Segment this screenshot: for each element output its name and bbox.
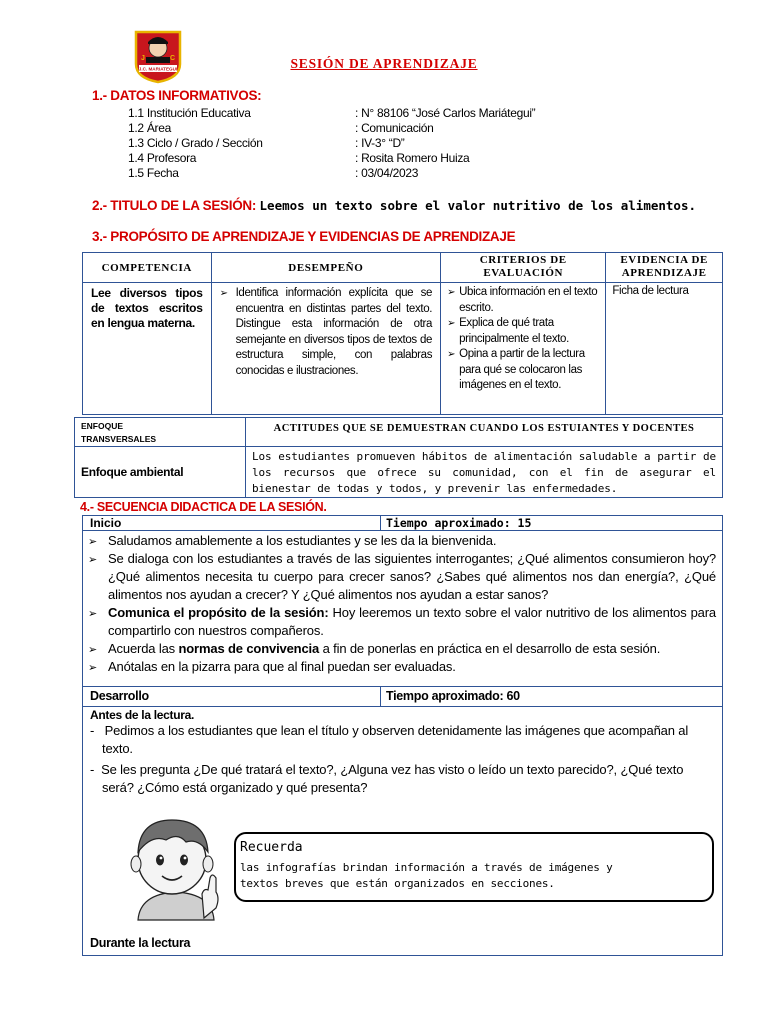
inicio-item	[88, 658, 716, 676]
criterios-header-line: EVALUACIÓN	[483, 267, 564, 279]
inicio-item	[88, 550, 716, 604]
titulo-heading: 2.- TITULO DE LA SESIÓN:	[92, 198, 257, 213]
recuerda-title: Recuerda	[240, 840, 303, 855]
info-value: : Rosita Romero Huiza	[355, 151, 470, 165]
dash-item	[90, 722, 716, 758]
info-row	[128, 166, 568, 181]
criterio-item: ➢ Opina a partir de la lectura para qué se colocaron las imágenes en el texto.	[447, 347, 599, 394]
recuerda-line: las infografías brindan información a través de imágenes y	[240, 861, 613, 874]
inicio-item-text: Se dialoga con los estudiantes a través de las siguientes interrogantes; ¿Qué alimentos consumieron hoy? ¿Qué alimentos necesita tu cuerpo para crecer sanos? ¿Sabes qué alimentos nos dan energía?, ¿Qué alimentos nos ayudan a crecer? Y ¿Qué alimentos nos ayudan a estar sanos?	[108, 551, 716, 602]
acuerda-text: Acuerda las	[108, 641, 179, 656]
enfoque-table	[74, 417, 723, 498]
actitudes-header: ACTITUDES QUE SE DEMUESTRAN CUANDO LOS ESTUIANTES Y DOCENTES	[246, 418, 723, 447]
criterio-item: ➢ Explica de qué trata principalmente el texto.	[447, 316, 599, 347]
evidencia-header	[606, 253, 723, 283]
desempeno-item: ➢ Identifica información explícita que se encuentra en distintas partes del texto. Distingue esta información de otra semejante en diversos tipos de textos de estructura simple, con palabras conocidas e ilustraciones.	[220, 286, 433, 379]
info-row	[128, 136, 568, 151]
enfoque-label	[75, 418, 246, 447]
logo-lettering: J.C. MARIATEGUI	[138, 66, 178, 72]
enfoque-label-line: TRANSVERSALES	[81, 434, 157, 444]
enfoque-label-line: ENFOQUE	[81, 421, 124, 431]
inicio-item	[88, 532, 716, 550]
session-topic: Leemos un texto sobre el valor nutritivo de los alimentos.	[259, 198, 697, 213]
table-divider	[380, 515, 381, 530]
table-divider	[380, 686, 381, 706]
info-label: 1.2 Área	[128, 121, 171, 135]
evidencia-header-line: EVIDENCIA DE	[620, 254, 708, 266]
arrow-bullet-icon: ➢	[88, 536, 98, 548]
desarrollo-content	[90, 722, 716, 797]
school-logo	[130, 28, 186, 84]
boy-illustration	[120, 808, 232, 922]
table-divider	[82, 706, 723, 707]
desarrollo-tiempo: Tiempo aproximado: 60	[386, 689, 520, 703]
dash-bullet: -	[90, 723, 105, 738]
page-title: SESIÓN DE APRENDIZAJE	[290, 56, 478, 71]
inicio-label: Inicio	[90, 516, 122, 530]
svg-text:C: C	[170, 55, 176, 62]
table-divider	[82, 686, 723, 687]
info-label: 1.4 Profesora	[128, 151, 197, 165]
criterio-item: ➢ Ubica información en el texto escrito.	[447, 285, 599, 316]
dash-item-text: Se les pregunta ¿De qué tratará el texto?, ¿Alguna vez has visto o leído un texto parecido?, ¿Qué texto será? ¿Cómo está organizado y qué presenta?	[101, 762, 684, 795]
info-row	[128, 121, 568, 136]
arrow-bullet-icon: ➢	[88, 554, 98, 566]
inicio-item-text: Anótalas en la pizarra para que al final puedan ser evaluadas.	[108, 659, 456, 674]
acuerda-text: a fin de ponerlas en práctica en el desarrollo de esta sesión.	[319, 641, 661, 656]
inicio-tiempo: Tiempo aproximado: 15	[386, 516, 532, 530]
inicio-item	[88, 640, 716, 658]
arrow-bullet-icon: ➢	[88, 644, 98, 656]
desempeno-cell	[211, 283, 441, 415]
enfoque-nombre: Enfoque ambiental	[75, 447, 246, 498]
info-label: 1.1 Institución Educativa	[128, 106, 251, 120]
info-row	[128, 106, 568, 121]
info-label: 1.3 Ciclo / Grado / Sección	[128, 136, 263, 150]
info-value: : N° 88106 “José Carlos Mariátegui”	[355, 106, 536, 120]
inicio-item	[88, 604, 716, 640]
competencia-header: COMPETENCIA	[83, 253, 212, 283]
proposito-heading: 3.- PROPÓSITO DE APRENDIZAJE Y EVIDENCIAS DE APRENDIZAJE	[92, 229, 516, 244]
inicio-content	[88, 532, 716, 676]
recuerda-text	[240, 860, 613, 891]
info-label: 1.5 Fecha	[128, 166, 179, 180]
enfoque-descripcion: Los estudiantes promueven hábitos de alimentación saludable a partir de los recursos que ofrece su comunidad, con el fin de asegurar el bienestar de todas y todos, y prevenir las enfermedades.	[246, 447, 723, 498]
antes-lectura: Antes de la lectura.	[90, 708, 195, 722]
info-value: : 03/04/2023	[355, 166, 419, 180]
inicio-item-text: Saludamos amablemente a los estudiantes y se les da la bienvenida.	[108, 533, 497, 548]
dash-bullet: -	[90, 762, 102, 777]
dash-item-text: Pedimos a los estudiantes que lean el título y observen detenidamente las imágenes que acompañan al texto.	[102, 723, 689, 756]
criterios-header	[441, 253, 606, 283]
competencia-cell: Lee diversos tipos de textos escritos en lengua materna.	[83, 283, 212, 415]
info-row	[128, 151, 568, 166]
dash-item	[90, 761, 716, 797]
criterios-cell	[441, 283, 606, 415]
desarrollo-label: Desarrollo	[90, 689, 149, 703]
svg-text:J: J	[141, 55, 145, 62]
desempeno-header: DESEMPEÑO	[211, 253, 441, 283]
durante-lectura: Durante la lectura	[90, 936, 191, 950]
arrow-bullet-icon: ➢	[88, 608, 98, 620]
titulo-section	[92, 198, 696, 213]
secuencia-heading: 4.- SECUENCIA DIDACTICA DE LA SESIÓN.	[80, 500, 327, 514]
recuerda-line: textos breves que están organizados en secciones.	[240, 876, 555, 890]
evidencia-cell: Ficha de lectura	[606, 283, 723, 415]
evidencia-header-line: APRENDIZAJE	[621, 267, 707, 279]
info-value: : IV-3° “D”	[355, 136, 405, 150]
comunica-text: Hoy leeremos un texto sobre el valor nutritivo de los alimentos para compartirlo con nuestros compañeros.	[108, 605, 716, 638]
info-value: : Comunicación	[355, 121, 434, 135]
recuerda-callout	[234, 832, 714, 902]
datos-heading: 1.- DATOS INFORMATIVOS:	[92, 88, 262, 103]
proposito-table	[82, 252, 723, 415]
criterios-header-line: CRITERIOS DE	[479, 254, 567, 266]
comunica-bold-text: Comunica el propósito de la sesión:	[108, 605, 329, 620]
table-divider	[82, 530, 723, 531]
acuerda-bold-text: normas de convivencia	[178, 641, 320, 656]
arrow-bullet-icon: ➢	[88, 662, 98, 674]
